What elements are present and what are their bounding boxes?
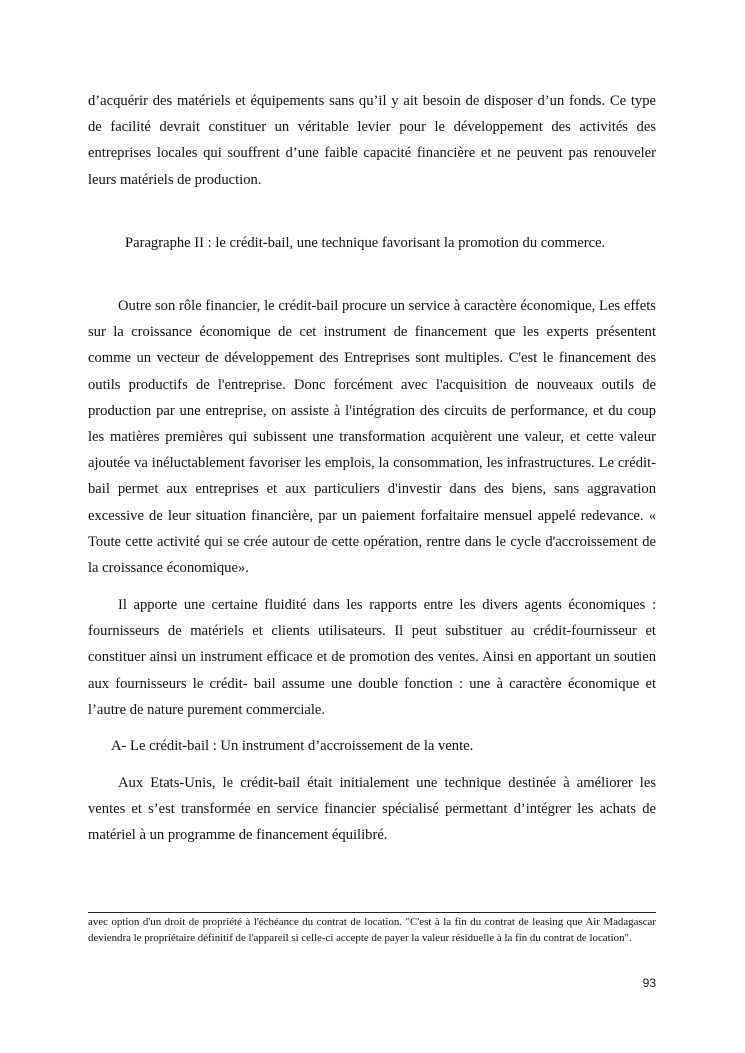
paragraph-continuation: d’acquérir des matériels et équipements sans qu’il y ait besoin de disposer d’un fonds. Ce type de facilité devrait constituer un véritable levier pour le développement des activités des entreprises locales qui souffrent d’une faible capacité financière et ne peuvent pas renouveler leurs matériels de production. <box>88 93 656 188</box>
section-heading: Paragraphe II : le crédit-bail, une technique favorisant la promotion du commerce. <box>125 235 606 251</box>
body-paragraph-1: Outre son rôle financier, le crédit-bail procure un service à caractère économique, Les effets sur la croissance économique de cet instrument de financement que les experts présentent comme un vecteur de développement des Entreprises sont multiples. C'est le financement des outils productifs de l'entreprise. Donc forcément avec l'acquisition de nouveaux outils de production par une entreprise, on assiste à l'intégration des circuits de performance, et du coup les matières premières qui subissent une transformation acquièrent une valeur, et cette valeur ajoutée va inéluctablement favoriser les emplois, la consommation, les infrastructures. Le crédit-bail permet aux entreprises et aux particuliers d'investir dans des biens, sans aggravation excessive de leur situation financière, par un paiement forfaitaire mensuel appelé redevance. « Toute cette activité qui se crée autour de cette opération, rentre dans le cycle d'accroissement de la croissance économique». <box>88 298 656 577</box>
body-paragraph-3: Aux Etats-Unis, le crédit-bail était initialement une technique destinée à améliorer les ventes et s’est transformée en service financier spécialisé permettant d’intégrer les achats de matériel à un programme de financement équilibré. <box>88 775 656 844</box>
body-paragraph-2: Il apporte une certaine fluidité dans les rapports entre les divers agents économiques : fournisseurs de matériels et clients utilisateurs. Il peut substituer au crédit-fournisseur et constituer ainsi un instrument efficace et de promotion des ventes. Ainsi en apportant un soutien aux fournisseurs le crédit- bail assume une double fonction : une à caractère économique et l’autre de nature purement commerciale. <box>88 597 656 718</box>
footnote-text: avec option d'un droit de propriété à l'échéance du contrat de location. "C'est à la fin du contrat de leasing que Air Madagascar deviendra le propriétaire définitif de l'appareil si celle-ci accepte de payer la valeur résiduelle à la fin du contrat de location". <box>88 916 656 944</box>
footnote-divider <box>88 912 656 913</box>
page-number: 93 <box>642 976 656 990</box>
subheading-a: A- Le crédit-bail : Un instrument d’accroissement de la vente. <box>111 738 474 754</box>
